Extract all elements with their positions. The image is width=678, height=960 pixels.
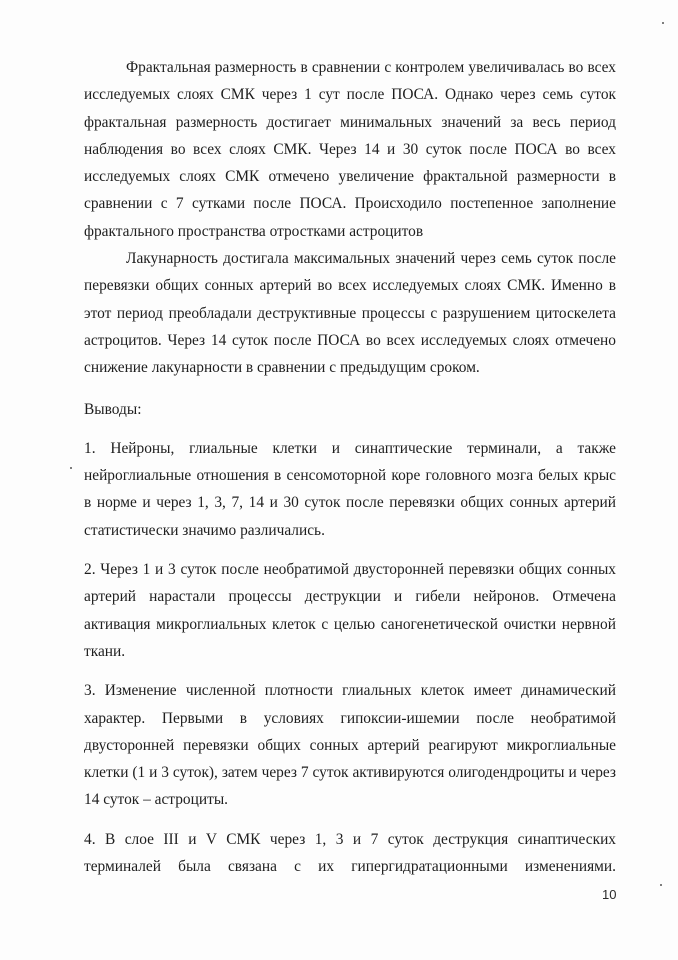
- scan-speck: [662, 22, 664, 24]
- conclusion-item-2: 2. Через 1 и 3 суток после необратимой двусторонней перевязки общих сонных артерий нарастали процессы деструкции и гибели нейронов. Отмечена активация микроглиальных клеток с целью саногенетической очистки нервной ткани.: [84, 561, 616, 660]
- paragraph-fractal-dimension: Фрактальная размерность в сравнении с контролем увеличивалась во всех исследуемых слоях СМК через 1 сут после ПОСА. Однако через семь суток фрактальная размерность достигает минимальных значений за весь период наблюдения во всех слоях СМК. Через 14 и 30 суток после ПОСА во всех исследуемых слоях СМК отмечено увеличение фрактальной размерности в сравнении с 7 сутками после ПОСА. Происходило постепенное заполнение фрактального пространства отростками астроцитов: [84, 59, 616, 240]
- scan-speck: [70, 467, 72, 469]
- paragraph-lacunarity: Лакунарность достигала максимальных значений через семь суток после перевязки общих сонных артерий во всех исследуемых слоях СМК. Именно в этот период преобладали деструктивные процессы с разрушением цитоскелета астроцитов. Через 14 суток после ПОСА во всех исследуемых слоях отмечено снижение лакунарности в сравнении с предыдущим сроком.: [84, 250, 616, 377]
- conclusion-item-3: 3. Изменение численной плотности глиальных клеток имеет динамический характер. Первыми в условиях гипоксии-ишемии после необратимой двусторонней перевязки общих сонных артерий реагируют микроглиальные клетки (1 и 3 суток), затем через 7 суток активируются олигодендроциты и через 14 суток – астроциты.: [84, 682, 616, 809]
- conclusion-item-4: 4. В слое III и V СМК через 1, 3 и 7 суток деструкция синаптических терминалей была связана с их гипергидратационными изменениями.: [84, 830, 616, 876]
- page-number: 10: [602, 887, 617, 902]
- conclusions-heading: Выводы:: [84, 400, 142, 418]
- scan-speck: [660, 884, 662, 886]
- conclusion-item-1: 1. Нейроны, глиальные клетки и синаптические терминали, а также нейроглиальные отношения в сенсомоторной коре головного мозга белых крыс в норме и через 1, 3, 7, 14 и 30 суток после перевязки общих сонных артерий статистически значимо различались.: [84, 439, 616, 539]
- page-body: [84, 54, 616, 880]
